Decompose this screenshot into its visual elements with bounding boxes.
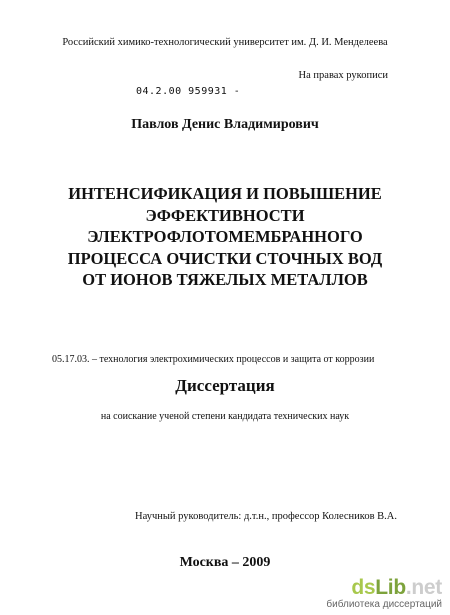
thesis-title	[20, 183, 430, 291]
title-line: ЭЛЕКТРОФЛОТОМЕМБРАННОГО	[87, 227, 363, 246]
specialty-code: 05.17.03. – технология электрохимических процессов и защита от коррозии	[52, 354, 375, 365]
supervisor-line: Научный руководитель: д.т.н., профессор Колесников В.А.	[135, 511, 398, 522]
dslib-logo: dsLib.net	[351, 576, 442, 599]
dslib-watermark[interactable]	[326, 577, 442, 611]
title-line: ИНТЕНСИФИКАЦИЯ И ПОВЫШЕНИЕ	[68, 184, 382, 203]
university-name: Российский химико-технологический университет им. Д. И. Менделеева	[62, 37, 388, 48]
title-line: ЭФФЕКТИВНОСТИ	[145, 205, 305, 225]
title-line: ОТ ИОНОВ ТЯЖЕЛЫХ МЕТАЛЛОВ	[82, 270, 368, 289]
rights-note: На правах рукописи	[298, 70, 388, 81]
thesis-type: Диссертация	[175, 376, 275, 395]
author-name: Павлов Денис Владимирович	[131, 117, 319, 132]
library-stamp: 04.2.00 959931 -	[136, 86, 241, 97]
title-line: ПРОЦЕССА ОЧИСТКИ СТОЧНЫХ ВОД	[67, 248, 383, 268]
degree-line: на соискание ученой степени кандидата технических наук	[100, 411, 350, 422]
city-year: Москва – 2009	[179, 555, 271, 570]
watermark-caption: библиотека диссертаций	[326, 599, 442, 610]
